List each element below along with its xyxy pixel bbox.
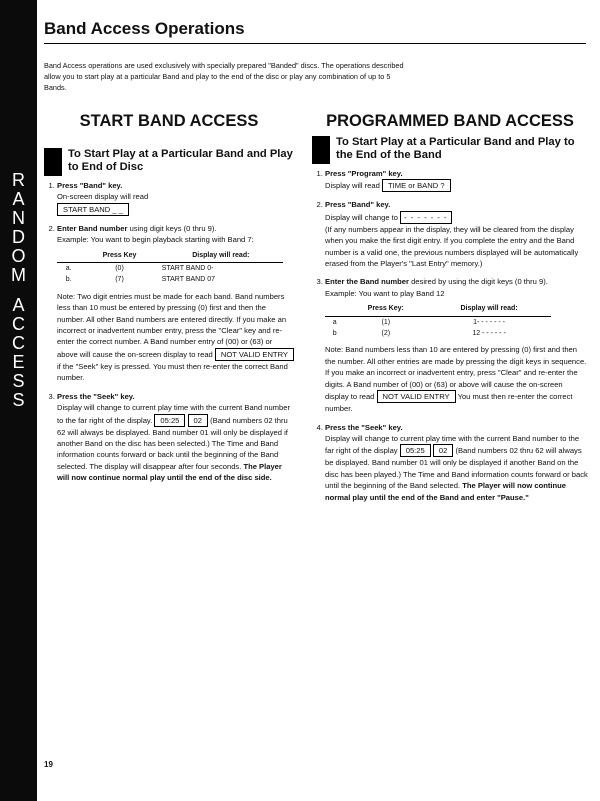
table-row: a (1) 1- - - - - - - bbox=[332, 318, 505, 326]
sidebar-letter: M bbox=[11, 265, 26, 285]
table-row: b. (7) START BAND 07 bbox=[65, 276, 215, 284]
intro-paragraph: Band Access operations are used exclusively with specially prepared "Banded" discs. The operations described allow you to start play at a particular Band and play to the end of the disc or play any combination of up to 5 Bands. bbox=[44, 61, 404, 92]
time-or-band-display: TIME or BAND ? bbox=[382, 179, 451, 192]
sidebar-letter: S bbox=[12, 390, 25, 410]
left-example-table: Press Key Display will read: a. (0) START BAND 0- b. (7) START BAND 07 bbox=[57, 249, 283, 286]
right-note: Note: Band numbers less than 10 are entered by pressing (0) first and then the number. All other entries are made by pressing the digit keys in sequence. If you make an incorrect or inadvertent entry, press "Clear" and re-enter the digits. A Band number of (00) or (63) or above will cause the on-screen display to read NOT VALID ENTRY You must then re-enter the correct number. bbox=[325, 345, 587, 414]
time-display: 05:25 bbox=[400, 444, 431, 457]
not-valid-entry-display: NOT VALID ENTRY bbox=[377, 390, 456, 403]
left-note: Note: Two digit entries must be made for each band. Band numbers less than 10 must be entered by pressing (0) first and then the number. All other Band numbers are entered directly. If you make an incorrect or inadvertent number entry, press the "Clear" key and re-enter the correct number. A Band number entry of (00) or (63) or above will cause the on-screen display to read NOT VALID ENTRY if the "Seek" key is pressed. You must then re-enter the correct Band number. bbox=[57, 291, 294, 384]
section-marker-icon bbox=[44, 148, 62, 176]
left-steps bbox=[44, 180, 294, 484]
sidebar-letter: A bbox=[12, 189, 25, 209]
start-band-display: START BAND _ _ bbox=[57, 203, 129, 216]
programmed-band-access-column bbox=[312, 112, 588, 510]
right-step-2: 2. Press "Band" key. Display will change to - - - - - - - (If any numbers appear in the display, they will be cleared from the display when you make the first digit entry. If you complete the entry and the Band number is a valid one, the previous numbers displayed will be automatically erased from the Player's "Last Entry" memory.) bbox=[325, 199, 588, 269]
sidebar-word-access bbox=[0, 296, 37, 410]
sidebar-letter: C bbox=[12, 314, 25, 334]
right-step-4: 4. Press the "Seek" key. Display will change to current play time with the current Band number to the far right of the display 05:25 02 (Band numbers 02 thru 62 will always be displayed. Band number 01 will only be displayed if another Band on the disc has been played.) The Time and Band information counts forward or back until the beginning of the Band selected. The Player will now continue normal play until the end of the Band and enter "Pause." bbox=[325, 422, 588, 503]
band-display: 02 bbox=[188, 414, 208, 427]
left-subheading bbox=[44, 148, 294, 176]
right-subheading bbox=[312, 136, 588, 164]
right-step-1: 1. Press "Program" key. Display will read TIME or BAND ? bbox=[325, 168, 588, 192]
right-steps bbox=[312, 168, 588, 503]
sidebar-word-random bbox=[0, 171, 37, 285]
section-marker-icon bbox=[312, 136, 330, 164]
sidebar-letter: A bbox=[12, 295, 25, 315]
blank-display: - - - - - - - bbox=[400, 211, 451, 224]
sidebar-letter: R bbox=[12, 170, 25, 190]
start-band-access-column bbox=[44, 112, 294, 491]
sidebar-letter: D bbox=[12, 227, 25, 247]
title-rule bbox=[44, 43, 586, 44]
table-row: a. (0) START BAND 0- bbox=[65, 265, 214, 273]
band-display: 02 bbox=[433, 444, 453, 457]
right-subheading-text: To Start Play at a Particular Band and Play to the End of the Band bbox=[336, 136, 575, 161]
sidebar-letter: N bbox=[12, 208, 25, 228]
left-step-3: 3. Press the "Seek" key. Display will change to current play time with the current Band number to the far right of the display. 05:25 02 (Band numbers 02 thru 62 will always be displayed. Band number 01 will only be displayed if another Band on the disc has been selected.) The Time and Band information counts forward or back until the beginning of the Band selected. The display will disappear after four seconds. The Player will now continue normal play until the end of the disc side. bbox=[57, 391, 294, 484]
table-row: b (2) 12 - - - - - - bbox=[332, 330, 506, 338]
not-valid-entry-display: NOT VALID ENTRY bbox=[215, 348, 294, 361]
left-step-2: 2. Enter Band number using digit keys (0 thru 9). Example: You want to begin playback starting with Band 7: Press Key Display will read: a. (0) START BAND 0- b. (7) START BAND 07 Note: Two digit entries must be made for each band. Band numbers less than 10 must be entered by pressing (0) first and then the number. All other Band numbers are entered directly. If you make an incorrect or inadvertent number entry, press the "Clear" key and re-enter the correct number. A Band number entry of (00) or (63) or above will cause the on-screen display to read NOT VALID ENTRY if the "Seek" key is pressed. You must then re-enter the correct Band number. bbox=[57, 223, 294, 384]
sidebar-letter: C bbox=[12, 333, 25, 353]
sidebar-letter: S bbox=[12, 371, 25, 391]
left-step-1: 1. Press "Band" key. On-screen display will read START BAND _ _ bbox=[57, 180, 294, 216]
left-subheading-text: To Start Play at a Particular Band and Play to End of Disc bbox=[68, 148, 293, 173]
sidebar-letter: O bbox=[11, 246, 26, 266]
time-display: 05:25 bbox=[154, 414, 185, 427]
sidebar-letter: E bbox=[12, 352, 25, 372]
left-column-title: START BAND ACCESS bbox=[79, 112, 259, 130]
page-number: 19 bbox=[44, 760, 53, 769]
page-title: Band Access Operations bbox=[44, 19, 245, 38]
right-example-table: Press Key: Display will read: a (1) 1- - - - - - - b (2) 12 - - - - - - bbox=[325, 302, 551, 339]
right-step-3: 3. Enter the Band number desired by using the digit keys (0 thru 9). Example: You want to play Band 12 Press Key: Display will read: a (1) 1- - - - - - - b (2) 12 - - - - - - Note: Band numbers less than 10 are entered by pressing (0) first and then the number. All other entries are made by pressing the digit keys in sequence. If you make an incorrect or inadvertent entry, press "Clear" and re-enter the digits. A Band number of (00) or (63) or above will cause the on-screen display to read NOT VALID ENTRY You must then re-enter the correct number. bbox=[325, 276, 588, 414]
right-column-title: PROGRAMMED BAND ACCESS bbox=[326, 112, 574, 130]
